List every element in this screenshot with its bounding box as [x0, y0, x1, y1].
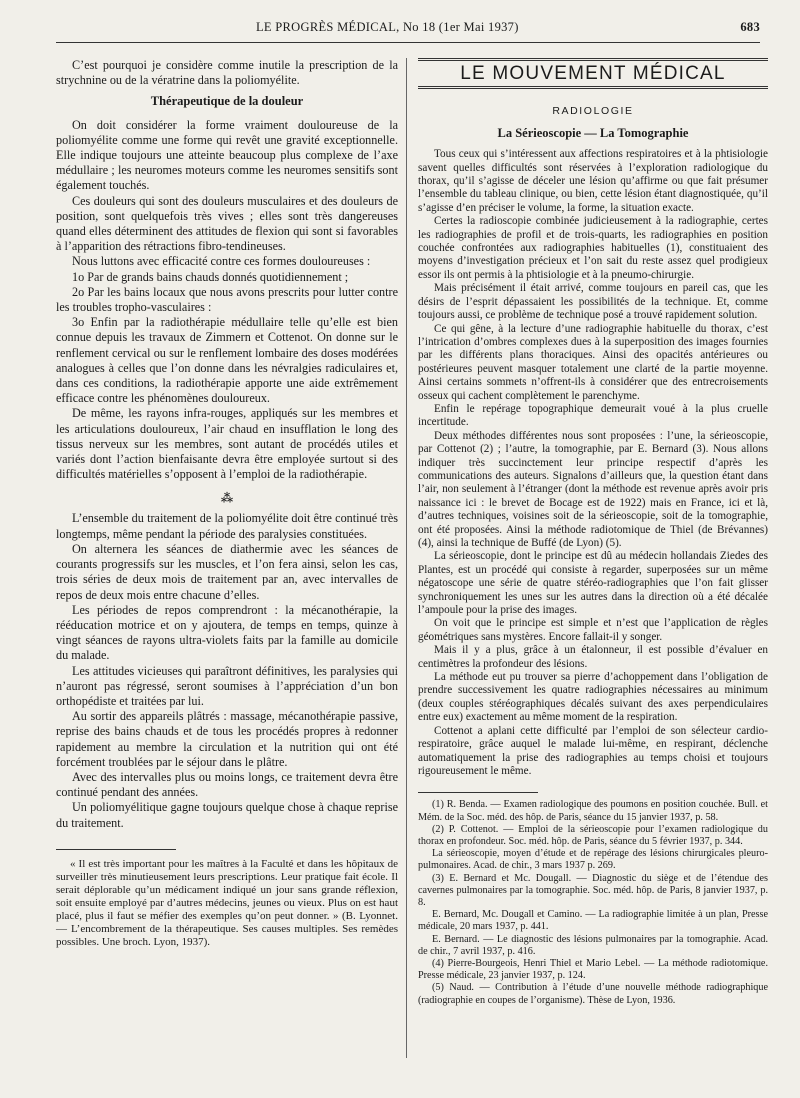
paragraph: Mais précisément il était arrivé, comme toujours en pareil cas, que les désirs de l’esprit dépassaient les possibilités de la technique. Et, comme toujours aussi, ce problème de technique posé a trouvé rapidement solution. [418, 282, 768, 322]
paragraph: Certes la radioscopie combinée judicieusement à la radiographie, certes les radiographies de profil et de trois-quarts, les radiographies en position couchée confrontées aux radiographies habituelles (1), constituaient des moyens d’investigation précieux et l’on sait du reste assez quel prodigieux essor ils ont permis à la phtisiologie et à la pneumo-chirurgie. [418, 215, 768, 281]
paragraph: On doit considérer la forme vraiment douloureuse de la poliomyélite comme une forme qui revêt une gravité exceptionnelle. Elle indique toujours une atteinte beaucoup plus complexe de l’axe médullaire ; les neuromes moteurs comme les neuromes sensitifs sont également touchés. [56, 117, 398, 193]
paragraph: 2o Par les bains locaux que nous avons prescrits pour lutter contre les troubles tropho-vasculaires : [56, 284, 398, 315]
paragraph: Mais il y a plus, grâce à un étalonneur, il est possible d’évaluer en centimètres la profondeur des lésions. [418, 644, 768, 670]
reference: (4) Pierre-Bourgeois, Henri Thiel et Mario Lebel. — La méthode radiotomique. Presse médicale, 23 janvier 1937, p. 124. [418, 957, 768, 982]
paragraph: L’ensemble du traitement de la poliomyélite doit être continué très longtemps, même pendant la période des paralysies constituées. [56, 511, 398, 541]
paragraph: Enfin le repérage topographique demeurait voué à la plus cruelle incertitude. [418, 402, 768, 429]
paragraph: La méthode eut pu trouver sa pierre d’achoppement dans l’obligation de prendre successivement les quatre radiographies nécessaires au minimum (deux couples stéréographiques décalés suivant des axes perpendiculaires entre eux) exactement au même moment de la respiration. [418, 671, 768, 724]
references [418, 799, 768, 1006]
paragraph: Les périodes de repos comprendront : la mécanothérapie, la rééducation motrice et on y ajoutera, de temps en temps, quinze à vingt séances de rayons ultra-violets faits par la famille au domicile du malade. [56, 602, 398, 663]
paragraph: Ces douleurs qui sont des douleurs musculaires et des douleurs de position, sont quelquefois très vives ; elles sont très dangereuses quand elles déterminent des attitudes de flexion qui sont si favorables à l’apparition des rétractions fibro-tendineuses. [56, 193, 398, 254]
footnote-rule [56, 849, 176, 850]
paragraph: Les attitudes vicieuses qui paraîtront définitives, les paralysies qui n’auront pas régressé, seront soumises à l’appréciation d’un bon orthopédiste et traitées par lui. [56, 663, 398, 708]
section-banner: LE MOUVEMENT MÉDICAL [418, 58, 768, 89]
right-column [418, 58, 768, 1007]
reference: (5) Naud. — Contribution à l’étude d’une nouvelle méthode radiographique (radiographie en coupes de l’organisme). Thèse de Lyon, 1936. [418, 982, 768, 1006]
paragraph: Avec des intervalles plus ou moins longs, ce traitement devra être continué pendant des années. [56, 769, 398, 800]
paragraph: Un poliomyélitique gagne toujours quelque chose à chaque reprise du traitement. [56, 800, 398, 830]
left-column [56, 58, 398, 949]
paragraph: Tous ceux qui s’intéressent aux affections respiratoires et à la phtisiologie savent quelles difficultés sont réservées à l’exploration radiologique du thorax, qu’il s’agisse de déceler une lésion qu’affirme ou que fait présumer l’ensemble du tableau clinique, ou bien, cette lésion étant diagnostiquée, qu’il s’agisse d’en préciser le volume, la forme, la situation exacte. [418, 148, 768, 214]
running-header [56, 20, 760, 42]
section-break-stars: ⁂ [220, 491, 234, 506]
paragraph: Cottenot a aplani cette difficulté par l’emploi de son sélecteur cardio-respiratoire, grâce auquel le malade lui-même, en respirant, déclenche automatiquement la prise des radiographies au temps choisi et toujours rigoureusement le même. [418, 724, 768, 777]
reference: E. Bernard. — Le diagnostic des lésions pulmonaires par la tomographie. Acad. de chir., 7 avril 1937, p. 416. [418, 933, 768, 957]
paragraph: La sérieoscopie, dont le principe est dû au médecin hollandais Ziedes des Plantes, est un procédé qui consiste à regarder, superposées sur un même négatoscope une série de quatre stéréo-radiographies que l’on fait glisser synchroniquement les unes sur les autres dans la direction où a été décalée l’ampoule pour la prise des images. [418, 550, 768, 617]
paragraph: C’est pourquoi je considère comme inutile la prescription de la strychnine ou de la vératrine dans la poliomyélite. [56, 58, 398, 88]
paragraph: 3o Enfin par la radiothérapie médullaire telle qu’elle est bien connue depuis les travaux de Zimmern et Cottenot. On donne sur le renflement cervical ou sur le renflement lombaire des doses modérées analogues à celles que l’on donne dans les névralgies radiculaires et, dans ces conditions, la radiothérapie apporte une aide extrêmement efficace contre les phénomènes douloureux. [56, 315, 398, 406]
reference: La sérieoscopie, moyen d’étude et de repérage des lésions chirurgicales pleuro-pulmonaires. Acad. de chir., 3 mars 1937 p. 269. [418, 848, 768, 872]
paragraph: On voit que le principe est simple et n’est que l’application de règles géométriques sans mystères. Encore fallait-il y songer. [418, 617, 768, 643]
journal-title: LE PROGRÈS MÉDICAL, No 18 (1er Mai 1937) [256, 20, 519, 34]
paragraph: Nous luttons avec efficacité contre ces formes douloureuses : [72, 254, 371, 269]
article-title: La Sérieoscopie — La Tomographie [497, 125, 689, 140]
paragraph: 1o Par de grands bains chauds donnés quotidiennement ; [72, 269, 349, 284]
paragraph: Ce qui gêne, à la lecture d’une radiographie habituelle du thorax, c’est l’intrication d’ombres complexes dues à la superposition des images fournies par les différents plans thoraciques. Ainsi des opacités antérieures ou postérieures peuvent masquer totalement une clarté de la partie moyenne. Ainsi certains sommets n’offrent-ils à considérer que des entrecroisements osseux qui cachent complètement le parenchyme. [418, 322, 768, 402]
subsection-label: RADIOLOGIE [552, 105, 634, 118]
section-heading: Thérapeutique de la douleur [150, 94, 304, 109]
paragraph: De même, les rayons infra-rouges, appliqués sur les membres et les articulations douloureux, l’air chaud en insufflation le long des tissus nerveux sur les membres, sont autant de procédés utiles et variés dont l’action bienfaisante devra être employée surtout si des difficultés matérielles s’opposent à l’emploi de la radiothérapie. [56, 406, 398, 482]
paragraph: Au sortir des appareils plâtrés : massage, mécanothérapie passive, reprise des bains chauds et de tous les procédés propres à redonner rapidement au membre la circulation et la nutrition qui ont été forcément troublées par le séjour dans le plâtre. [56, 709, 398, 769]
page-number: 683 [740, 20, 760, 34]
reference: (1) R. Benda. — Examen radiologique des poumons en position couchée. Bull. et Mém. de la Soc. méd. des hôp. de Paris, séance du 15 janvier 1937, p. 58. [418, 799, 768, 823]
reference: (2) P. Cottenot. — Emploi de la sérieoscopie pour l’examen radiologique du thorax en profondeur. Soc. méd. hôp. de Paris, séance du 5 février 1937, p. 344. [418, 823, 768, 847]
paragraph: Deux méthodes différentes nous sont proposées : l’une, la sérieoscopie, par Cottenot (2) ; l’autre, la tomographie, par E. Bernard (3). Nous allons indiquer très succinctement leur principe respectif d’après les communications des auteurs. Signalons d’ailleurs que, la question étant dans l’air, non seulement à l’étranger (dont la méthode est revenue après avoir pris naissance ici : le brevet de Bocage est de 1922) mais en France, ici et là, d’autres techniques, voisines soit de la sérieoscopie, soit de la tomographie, ont été proposées. Ainsi la méthode radiotomique de Thiel (de Brévannes) (4), ainsi la technique de Buffé (de Lyon) (5). [418, 429, 768, 549]
footnote [56, 858, 398, 949]
column-divider [406, 58, 407, 1058]
paragraph: On alternera les séances de diathermie avec les séances de courants progressifs sur les muscles, et l’on fera ainsi, selon les cas, trois séries de deux mois de traitement par an, avec intervalles de repos de deux mois entre chacune d’elles. [56, 541, 398, 602]
header-rule [56, 42, 760, 43]
references-rule [418, 792, 538, 793]
reference: E. Bernard, Mc. Dougall et Camino. — La radiographie limitée à un plan, Presse médicale, 20 mars 1937, p. 441. [418, 909, 768, 933]
footnote-text: « Il est très important pour les maîtres à la Faculté et dans les hôpitaux de surveiller très minutieusement leurs prescriptions. Leur pratique fait école. Il serait déplorable qu’un médicament indiqué un jour sans grande réflexion, soit ensuite employé par d’autres médecins, jeunes ou vieux. Plus on est haut placé, plus il faut se méfier des exemples qu’on peut donner. » (B. Lyonnet. — L’encombrement de la thérapeutique. Ses causes multiples. Ses remèdes possibles. Une broch. Lyon, 1937). [56, 857, 398, 948]
reference: (3) E. Bernard et Mc. Dougall. — Diagnostic du siège et de l’étendue des cavernes pulmonaires par la tomographie. Soc. méd. hôp. de Paris, 8 janvier 1937, p. 8. [418, 872, 768, 908]
